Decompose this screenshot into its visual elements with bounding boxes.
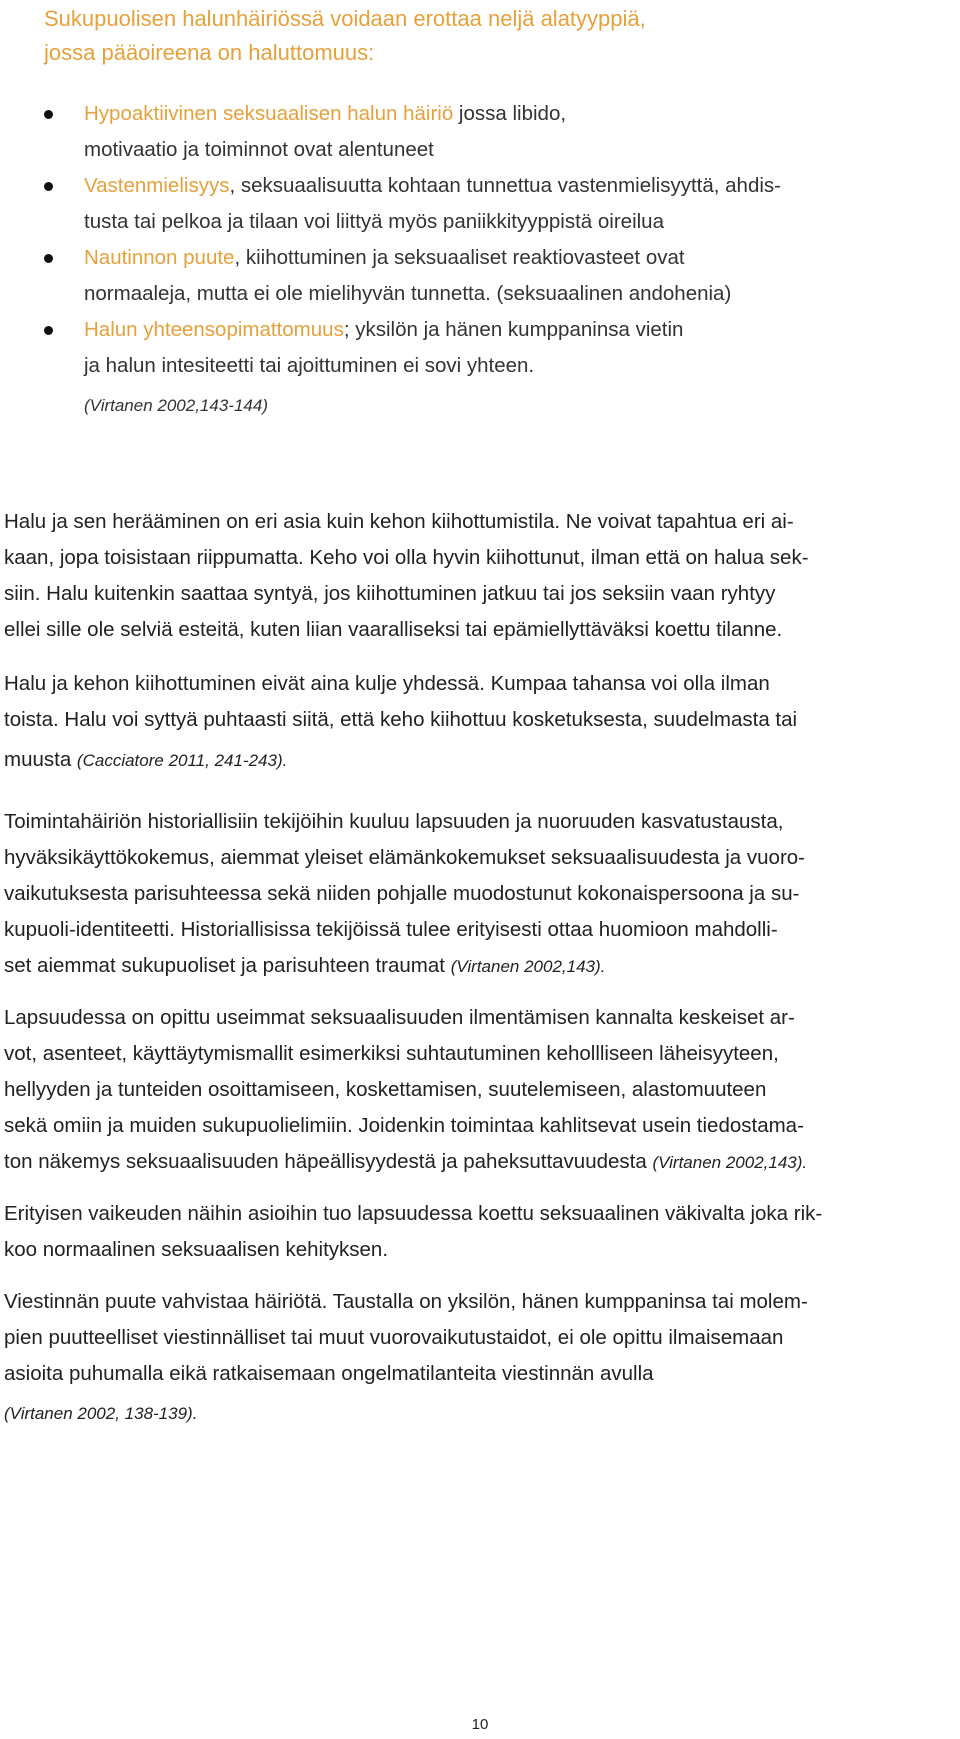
citation: (Virtanen 2002,143). (652, 1153, 808, 1172)
list-item-text: jossa libido, (453, 102, 567, 125)
bullet-icon (44, 110, 53, 119)
citation: (Virtanen 2002,143). (450, 957, 606, 976)
list-item-text: tusta tai pelkoa ja tilaan voi liittyä myös paniikkityyppistä oireilua (84, 210, 664, 233)
citation: (Cacciatore 2011, 241-243). (76, 751, 288, 770)
heading-line-2: jossa pääoireena on haluttomuus: (44, 40, 375, 65)
bullet-icon (44, 182, 53, 191)
paragraph-line: kaan, jopa toisistaan riippumatta. Keho voi olla hyvin kiihottunut, ilman että on halua sek- (4, 546, 809, 569)
paragraph-line: Halu ja kehon kiihottuminen eivät aina kulje yhdessä. Kumpaa tahansa voi olla ilman (4, 672, 770, 695)
list-item (40, 96, 920, 168)
paragraph-line: set aiemmat sukupuoliset ja parisuhteen traumat (4, 954, 451, 977)
paragraph-line: muusta (4, 748, 77, 771)
bullet-icon (44, 254, 53, 263)
paragraph-line: toista. Halu voi syttyä puhtaasti siitä, että keho kiihottuu kosketuksesta, suudelmasta tai (4, 708, 798, 731)
list-item-text: ; yksilön ja hänen kumppaninsa vietin (343, 318, 684, 341)
paragraph-line: siin. Halu kuitenkin saattaa syntyä, jos kiihottuminen jatkuu tai jos seksiin vaan ryhtyy (4, 582, 776, 605)
paragraph-line: vaikutuksesta parisuhteessa sekä niiden pohjalle muodostunut kokonaispersoona ja su- (4, 882, 800, 905)
paragraph-line: asioita puhumalla eikä ratkaisemaan ongelmatilanteita viestinnän avulla (4, 1362, 654, 1385)
paragraph-line: koo normaalinen seksuaalisen kehityksen. (4, 1238, 389, 1261)
citation: (Virtanen 2002, 138-139). (4, 1404, 198, 1423)
bullet-icon (44, 326, 53, 335)
list-item (40, 240, 920, 312)
paragraph-line: hyväksikäyttökokemus, aiemmat yleiset elämänkokemukset seksuaalisuudesta ja vuoro- (4, 846, 806, 869)
section-heading (44, 2, 924, 70)
paragraph-line: pien puutteelliset viestinnälliset tai muut vuorovaikutustaidot, ei ole opittu ilmaisemaan (4, 1326, 784, 1349)
list-item-text: ja halun intesiteetti tai ajoittuminen ei sovi yhteen. (84, 354, 535, 377)
paragraph-line: Halu ja sen herääminen on eri asia kuin kehon kiihottumistila. Ne voivat tapahtua eri ai- (4, 510, 794, 533)
paragraph-line: hellyyden ja tunteiden osoittamiseen, koskettamisen, suutelemiseen, alastomuuteen (4, 1078, 767, 1101)
paragraph-line: Toimintahäiriön historiallisiin tekijöihin kuuluu lapsuuden ja nuoruuden kasvatustausta, (4, 810, 784, 833)
page-number: 10 (471, 1716, 489, 1733)
paragraph-line: Viestinnän puute vahvistaa häiriötä. Taustalla on yksilön, hänen kumppaninsa tai molem- (4, 1290, 808, 1313)
paragraph-line: ellei sille ole selviä esteitä, kuten liian vaaralliseksi tai epämiellyttäväksi koettu tilanne. (4, 618, 783, 641)
list-item-term: Hypoaktiivinen seksuaalisen halun häiriö (84, 102, 454, 125)
paragraph-1 (4, 504, 954, 648)
paragraph-line: Erityisen vaikeuden näihin asioihin tuo lapsuudessa koettu seksuaalinen väkivalta joka rik- (4, 1202, 823, 1225)
list-item-term: Vastenmielisyys (84, 174, 230, 197)
paragraph-2 (4, 666, 954, 779)
list-item-term: Halun yhteensopimattomuus (84, 318, 344, 341)
paragraph-line: Lapsuudessa on opittu useimmat seksuaalisuuden ilmentämisen kannalta keskeiset ar- (4, 1006, 795, 1029)
list-item-text: , kiihottuminen ja seksuaaliset reaktiovasteet ovat (234, 246, 685, 269)
paragraph-line: ton näkemys seksuaalisuuden häpeällisyydestä ja paheksuttavuudesta (4, 1150, 653, 1173)
list-item (40, 312, 920, 384)
paragraph-line: kupuoli-identiteetti. Historiallisissa tekijöissä tulee erityisesti ottaa huomioon mahdolli- (4, 918, 778, 941)
paragraph-line: sekä omiin ja muiden sukupuolielimiin. Joidenkin toimintaa kahlitsevat usein tiedostama- (4, 1114, 804, 1137)
subtype-list (40, 96, 920, 384)
list-item-term: Nautinnon puute (84, 246, 235, 269)
heading-line-1: Sukupuolisen halunhäiriössä voidaan erottaa neljä alatyyppiä, (44, 6, 646, 31)
paragraph-3 (4, 804, 954, 985)
list-item-text: normaaleja, mutta ei ole mielihyvän tunnetta. (seksuaalinen andohenia) (84, 282, 732, 305)
citation: (Virtanen 2002,143-144) (84, 396, 268, 415)
list-item-text: , seksuaalisuutta kohtaan tunnettua vastenmielisyyttä, ahdis- (229, 174, 781, 197)
list-item (40, 168, 920, 240)
paragraph-5 (4, 1196, 954, 1268)
paragraph-6 (4, 1284, 954, 1392)
paragraph-line: vot, asenteet, käyttäytymismallit esimerkiksi suhtautuminen kehollliseen läheisyyteen, (4, 1042, 779, 1065)
list-item-text: motivaatio ja toiminnot ovat alentuneet (84, 138, 434, 161)
paragraph-4 (4, 1000, 954, 1181)
